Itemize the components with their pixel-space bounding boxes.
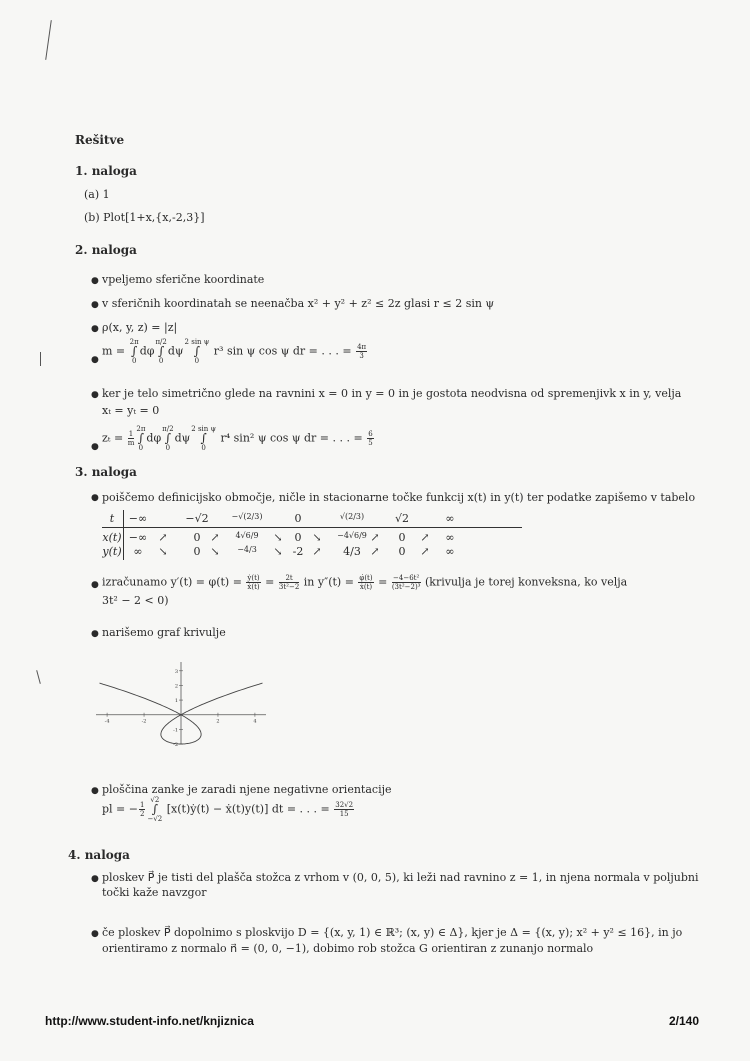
integral-sign bbox=[130, 338, 139, 365]
task3-bullet1: poiščemo definicijsko območje, ničle in stacionarne točke funkcij x(t) in y(t) ter podatke zapišemo v tabelo bbox=[102, 491, 696, 504]
table-cell: −∞ bbox=[128, 512, 148, 525]
table-cell: 0 bbox=[193, 545, 201, 558]
table-cell: 4/3 bbox=[343, 545, 361, 558]
y-tick-label: -1 bbox=[173, 727, 178, 734]
fraction bbox=[334, 801, 354, 818]
task2-bullet-1 bbox=[102, 273, 264, 286]
math-text: = bbox=[261, 575, 278, 589]
y-tick-label: 1 bbox=[174, 698, 178, 705]
math-text: (krivulja je torej konveksna, ko velja bbox=[421, 575, 628, 589]
y-tick-label: -2 bbox=[173, 742, 178, 748]
fraction bbox=[246, 574, 260, 591]
numerator: 2t bbox=[279, 574, 299, 583]
table-vline bbox=[123, 510, 124, 560]
integral-symbol: ∫ bbox=[193, 344, 201, 358]
task2-bullet-6 bbox=[102, 425, 375, 452]
task3-heading: 3. naloga bbox=[75, 465, 137, 479]
numerator: 1 bbox=[128, 430, 134, 438]
math-text: m = bbox=[102, 344, 129, 358]
integral-sign bbox=[185, 338, 210, 365]
table-cell: 0 bbox=[398, 531, 406, 544]
table-cell: ∞ bbox=[445, 545, 455, 558]
integral-symbol: ∫ bbox=[200, 431, 207, 445]
denominator: 3t²−2 bbox=[278, 583, 300, 591]
integral-lower-limit: −√2 bbox=[147, 815, 163, 823]
task4-bullet2-cont: orientiramo z normalo n⃗ = (0, 0, −1), dobimo rob stožca G orientiran z zunanjo normalo bbox=[102, 942, 594, 955]
table-row-label: x(t) bbox=[102, 531, 122, 544]
table-cell: ↗ bbox=[370, 545, 380, 558]
task3-bullet3: narišemo graf krivulje bbox=[102, 626, 226, 639]
bullet-icon: ● bbox=[91, 786, 99, 796]
task2-heading: 2. naloga bbox=[75, 243, 137, 257]
page-number: 2/140 bbox=[669, 1014, 700, 1028]
x-tick-label: -4 bbox=[104, 718, 110, 725]
task2-bullet-3 bbox=[102, 321, 177, 334]
math-text: pl = − bbox=[102, 802, 138, 816]
y-tick-label: 3 bbox=[174, 668, 178, 675]
task1-a bbox=[84, 188, 110, 201]
integral-lower-limit: 0 bbox=[165, 444, 171, 452]
table-cell: 4√6/9 bbox=[235, 531, 259, 540]
math-text: r⁴ sin² ψ cos ψ dr = . . . = bbox=[217, 431, 367, 445]
table-cell: ↘ bbox=[273, 545, 283, 558]
scan-mark bbox=[40, 352, 41, 366]
task4-bullet1: ploskev P⃗ je tisti del plašča stožca z vrhom v (0, 0, 5), ki leži nad ravnino z = 1, in njena normala v poljubni bbox=[102, 871, 699, 884]
task3-bullet4: ploščina zanke je zaradi njene negativne orientacije bbox=[102, 783, 392, 796]
table-cell: ∞ bbox=[133, 545, 143, 558]
integral-sign bbox=[147, 796, 162, 823]
integral-sign bbox=[191, 425, 216, 452]
task3-bullet2-cont: 3t² − 2 < 0) bbox=[102, 594, 169, 607]
fraction bbox=[279, 574, 299, 591]
math-text: = bbox=[374, 575, 391, 589]
item-label: (a) bbox=[84, 188, 100, 201]
numerator: 32√2 bbox=[335, 801, 354, 809]
table-cell: -2 bbox=[292, 545, 304, 558]
page-title: Rešitve bbox=[75, 133, 125, 147]
task4-heading: 4. naloga bbox=[68, 848, 130, 862]
table-cell: ↘ bbox=[158, 545, 168, 558]
math-text: dφ bbox=[139, 344, 155, 358]
denominator: ẋ(t) bbox=[247, 583, 260, 591]
task1-heading: 1. naloga bbox=[75, 164, 137, 178]
table-cell: −√(2/3) bbox=[231, 512, 263, 521]
task2-bullet-5 bbox=[102, 387, 681, 400]
numerator: 6 bbox=[368, 430, 373, 438]
bullet-icon: ● bbox=[91, 355, 99, 365]
math-text: ker je telo simetrično glede na ravnini x = 0 in y = 0 in je gostota neodvisna od spremenjivk x in y, velja bbox=[102, 387, 682, 400]
curve-graph bbox=[96, 662, 266, 748]
table-cell: √(2/3) bbox=[339, 512, 365, 521]
bullet-icon: ● bbox=[91, 493, 99, 503]
table-cell: ↗ bbox=[158, 531, 168, 544]
integral-upper-limit: π/2 bbox=[162, 425, 174, 433]
math-text: ρ(x, y, z) = |z| bbox=[102, 321, 178, 334]
x-tick-label: 4 bbox=[253, 718, 257, 725]
item-text: 1 bbox=[102, 188, 110, 201]
fraction bbox=[392, 574, 421, 591]
area-formula bbox=[102, 796, 355, 823]
table-cell: ∞ bbox=[445, 531, 455, 544]
math-text: [x(t)ẏ(t) − ẋ(t)y(t)] dt = . . . = bbox=[163, 802, 334, 816]
denominator: m bbox=[127, 439, 135, 447]
table-cell: ↗ bbox=[420, 545, 430, 558]
task2-bullet-2 bbox=[102, 297, 494, 310]
numerator: 4π bbox=[357, 343, 367, 351]
integral-upper-limit: π/2 bbox=[155, 338, 167, 346]
integral-sign bbox=[162, 425, 173, 452]
table-cell: ↘ bbox=[273, 531, 283, 544]
table-cell: ↘ bbox=[210, 545, 220, 558]
integral-sign bbox=[136, 425, 145, 452]
task3-bullet2 bbox=[102, 574, 627, 591]
integral-upper-limit: 2π bbox=[136, 425, 146, 433]
bullet-icon: ● bbox=[91, 390, 99, 400]
math-text: zₜ = bbox=[102, 431, 127, 445]
math-text: vpeljemo sferične koordinate bbox=[102, 273, 265, 286]
integral-lower-limit: 0 bbox=[131, 357, 137, 365]
math-text: r³ sin ψ cos ψ dr = . . . = bbox=[210, 344, 356, 358]
denominator: 15 bbox=[339, 810, 349, 818]
integral-lower-limit: 0 bbox=[194, 357, 200, 365]
x-tick-label: 2 bbox=[216, 718, 220, 725]
table-cell: −√2 bbox=[185, 512, 209, 525]
numerator: 1 bbox=[140, 801, 145, 809]
integral-upper-limit: 2π bbox=[129, 338, 139, 346]
denominator: 2 bbox=[140, 810, 145, 818]
math-text: dφ bbox=[146, 431, 162, 445]
integral-lower-limit: 0 bbox=[158, 357, 164, 365]
math-text: in y″(t) = bbox=[300, 575, 358, 589]
y-tick-label: 2 bbox=[174, 683, 178, 690]
table-cell: ↗ bbox=[210, 531, 220, 544]
task4-bullet2: če ploskev P⃗ dopolnimo s ploskvijo D = {(x, y, 1) ∈ ℝ³; (x, y) ∈ Δ}, kjer je Δ = {(x, y); x² + y² ≤ 16}, in jo bbox=[102, 926, 683, 939]
fraction bbox=[358, 574, 373, 591]
table-hline bbox=[102, 527, 522, 528]
task2-bullet-4 bbox=[102, 338, 368, 365]
denominator: 5 bbox=[368, 439, 373, 447]
footer-url-link[interactable]: http://www.student-info.net/knjiznica bbox=[45, 1014, 254, 1028]
integral-lower-limit: 0 bbox=[201, 444, 206, 452]
math-text: dψ bbox=[167, 344, 184, 358]
bullet-icon: ● bbox=[91, 580, 99, 590]
integral-symbol: ∫ bbox=[164, 431, 172, 445]
fraction bbox=[356, 343, 367, 360]
table-cell: ↗ bbox=[420, 531, 430, 544]
integral-upper-limit: 2 sin ψ bbox=[191, 425, 216, 433]
integral-upper-limit: √2 bbox=[150, 796, 160, 804]
integral-sign bbox=[155, 338, 166, 365]
integral-symbol: ∫ bbox=[158, 344, 165, 358]
numerator: ẏ(t) bbox=[247, 574, 260, 582]
denominator: (3t²−2)³ bbox=[391, 583, 421, 591]
integral-symbol: ∫ bbox=[151, 802, 158, 816]
scan-mark bbox=[36, 670, 41, 684]
table-cell: −4√6/9 bbox=[337, 531, 367, 540]
item-text: Plot[1+x,{x,-2,3}] bbox=[103, 211, 205, 224]
bullet-icon: ● bbox=[91, 276, 99, 286]
scan-mark bbox=[45, 20, 52, 60]
fraction bbox=[139, 801, 145, 818]
bullet-icon: ● bbox=[91, 442, 99, 452]
numerator: φ̇(t) bbox=[359, 574, 373, 582]
fraction bbox=[367, 430, 373, 447]
fraction bbox=[128, 430, 135, 447]
x-tick-label: -2 bbox=[141, 718, 147, 725]
table-cell: 0 bbox=[294, 531, 302, 544]
table-cell: 0 bbox=[294, 512, 302, 525]
table-cell: −∞ bbox=[128, 531, 148, 544]
task4-bullet1-cont: točki kaže navzgor bbox=[102, 886, 207, 899]
bullet-icon: ● bbox=[91, 874, 99, 884]
numerator: −4−6t² bbox=[393, 574, 420, 582]
task1-b bbox=[84, 211, 205, 224]
denominator: ẋ(t) bbox=[359, 583, 373, 591]
denominator: 3 bbox=[359, 352, 364, 360]
bullet-icon: ● bbox=[91, 324, 99, 334]
table-row-label: y(t) bbox=[102, 545, 122, 558]
integral-upper-limit: 2 sin ψ bbox=[184, 338, 210, 346]
bullet-icon: ● bbox=[91, 300, 99, 310]
table-cell: 0 bbox=[193, 531, 201, 544]
table-cell: ↗ bbox=[370, 531, 380, 544]
table-cell: ↘ bbox=[312, 531, 322, 544]
table-cell: ∞ bbox=[445, 512, 455, 525]
math-text: dψ bbox=[174, 431, 191, 445]
table-cell: −4/3 bbox=[237, 545, 257, 554]
table-row-label: t bbox=[109, 512, 115, 525]
task2-continuation: xₜ = yₜ = 0 bbox=[102, 404, 160, 417]
integral-symbol: ∫ bbox=[137, 431, 145, 445]
item-label: (b) bbox=[84, 211, 100, 224]
math-text: izračunamo y′(t) = φ(t) = bbox=[102, 575, 246, 589]
table-cell: √2 bbox=[394, 512, 410, 525]
integral-lower-limit: 0 bbox=[138, 444, 144, 452]
table-cell: ↗ bbox=[312, 545, 322, 558]
bullet-icon: ● bbox=[91, 929, 99, 939]
table-cell: 0 bbox=[398, 545, 406, 558]
math-text: v sferičnih koordinatah se neenačba x² + y² + z² ≤ 2z glasi r ≤ 2 sin ψ bbox=[102, 297, 495, 310]
integral-symbol: ∫ bbox=[131, 344, 138, 358]
bullet-icon: ● bbox=[91, 629, 99, 639]
